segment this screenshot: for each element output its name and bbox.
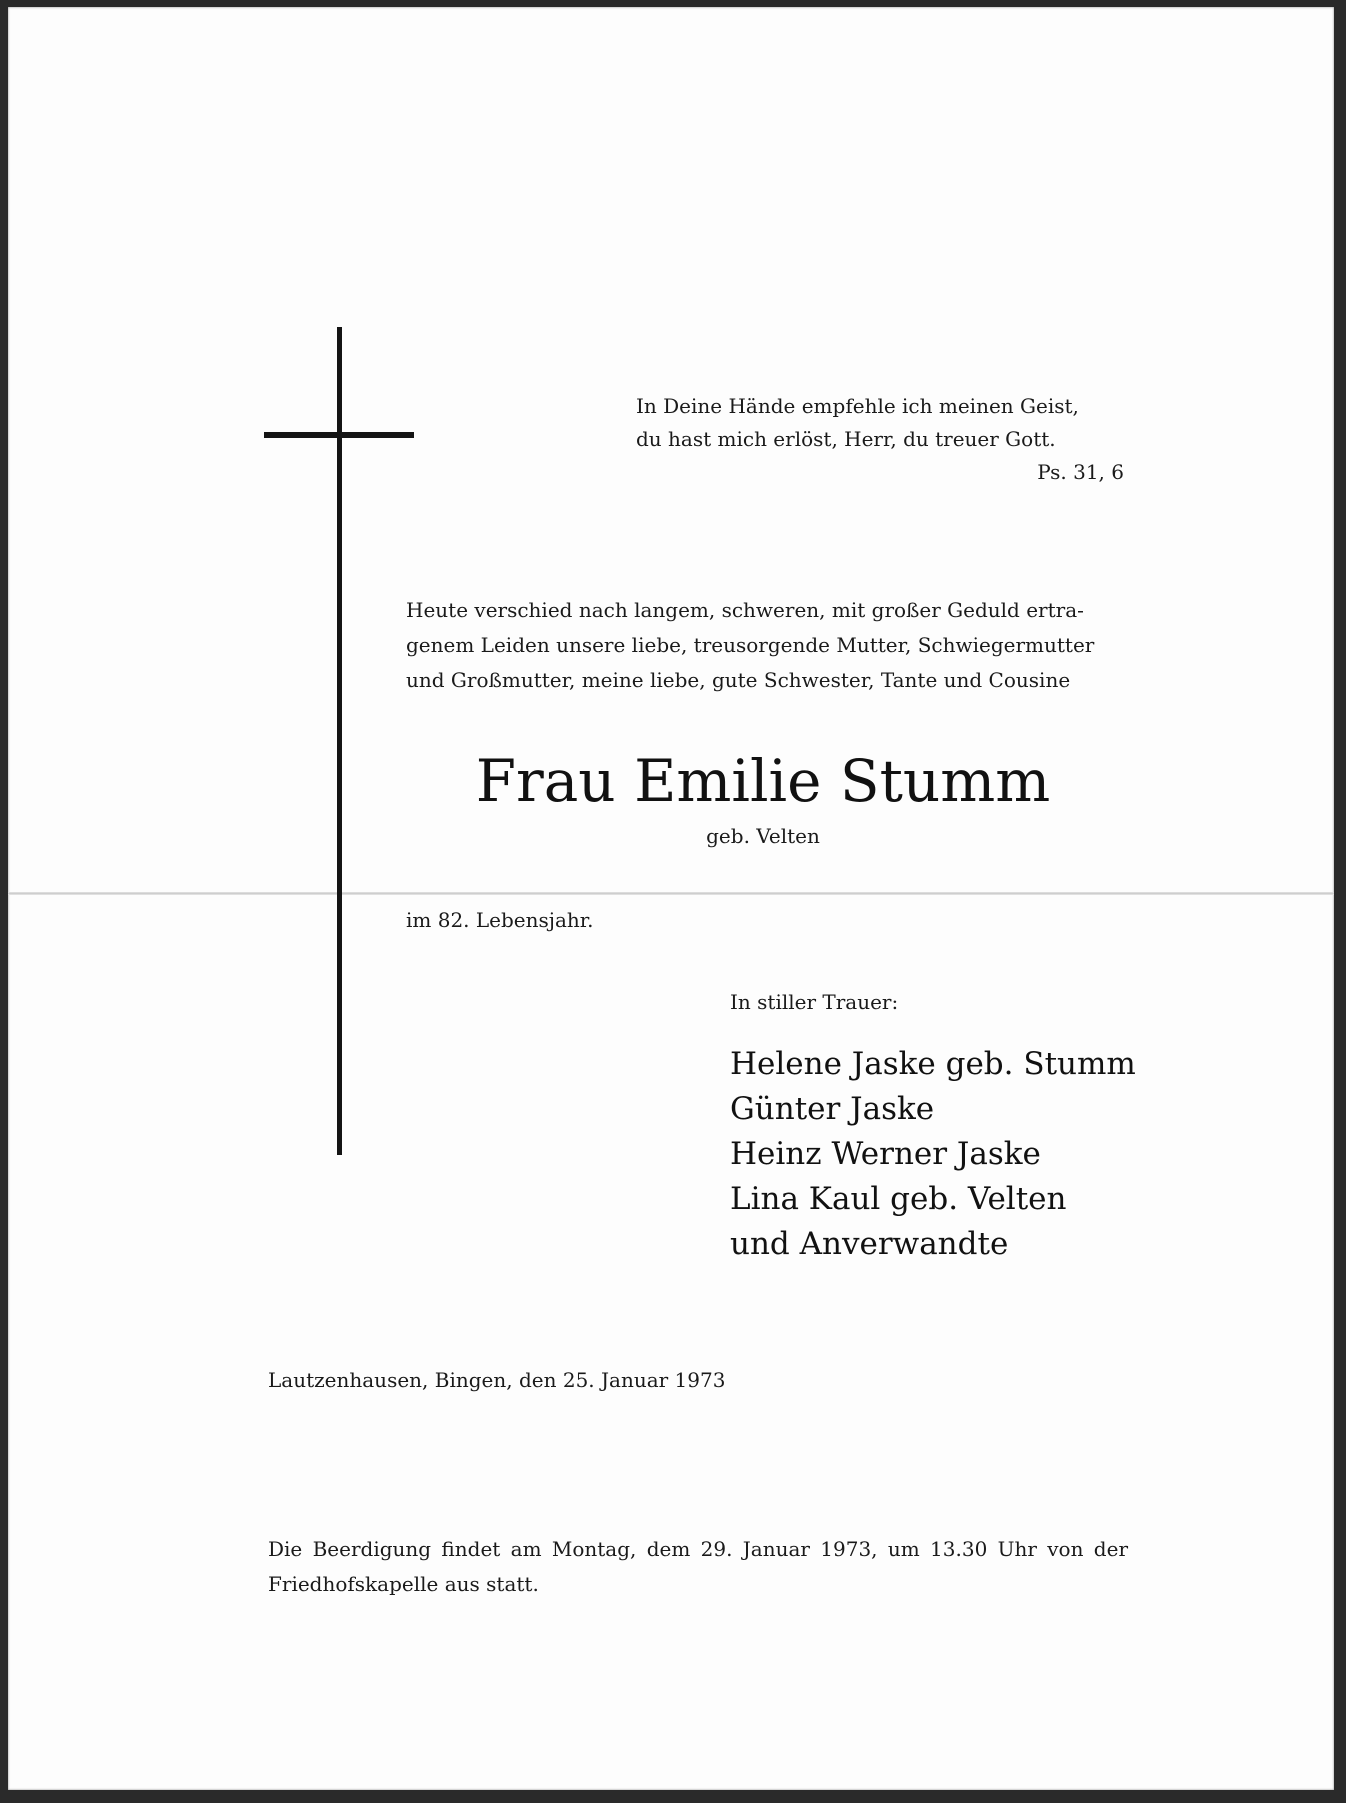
obituary-card <box>8 7 1334 1790</box>
funeral-notice: Die Beerdigung findet am Montag, dem 29. Januar 1973, um 13.30 Uhr von der Friedhofskapelle aus statt. <box>268 1537 1128 1596</box>
psalm-line-2: du hast mich erlöst, Herr, du treuer Gott. <box>636 427 1056 451</box>
mourners-list <box>730 1042 1136 1267</box>
psalm-line-1: In Deine Hände empfehle ich meinen Geist, <box>636 394 1079 418</box>
mourner-item: und Anverwandte <box>730 1226 1009 1262</box>
age-text: im 82. Lebensjahr. <box>406 908 594 932</box>
psalm-reference: Ps. 31, 6 <box>1037 460 1124 484</box>
mourner-item: Lina Kaul geb. Velten <box>730 1181 1067 1217</box>
mourning-label: In stiller Trauer: <box>730 990 899 1014</box>
cross-icon-horizontal-bar <box>264 432 414 438</box>
mourner-item: Helene Jaske geb. Stumm <box>730 1046 1136 1082</box>
mourner-item: Günter Jaske <box>730 1091 935 1127</box>
cross-icon-vertical-bar <box>337 327 342 1155</box>
deceased-name: Frau Emilie Stumm <box>475 747 1051 815</box>
paper-fold-line <box>8 892 1334 895</box>
announcement-line-2: genem Leiden unsere liebe, treusorgende Mutter, Schwiegermutter <box>406 633 1095 657</box>
psalm-verse <box>636 390 1124 489</box>
announcement-line-1: Heute verschied nach langem, schweren, mit großer Geduld ertra- <box>406 598 1084 622</box>
announcement-text <box>406 593 1126 698</box>
announcement-line-3: und Großmutter, meine liebe, gute Schwester, Tante und Cousine <box>406 668 1071 692</box>
mourner-item: Heinz Werner Jaske <box>730 1136 1041 1172</box>
maiden-name: geb. Velten <box>706 824 820 848</box>
place-date: Lautzenhausen, Bingen, den 25. Januar 1973 <box>268 1368 726 1392</box>
